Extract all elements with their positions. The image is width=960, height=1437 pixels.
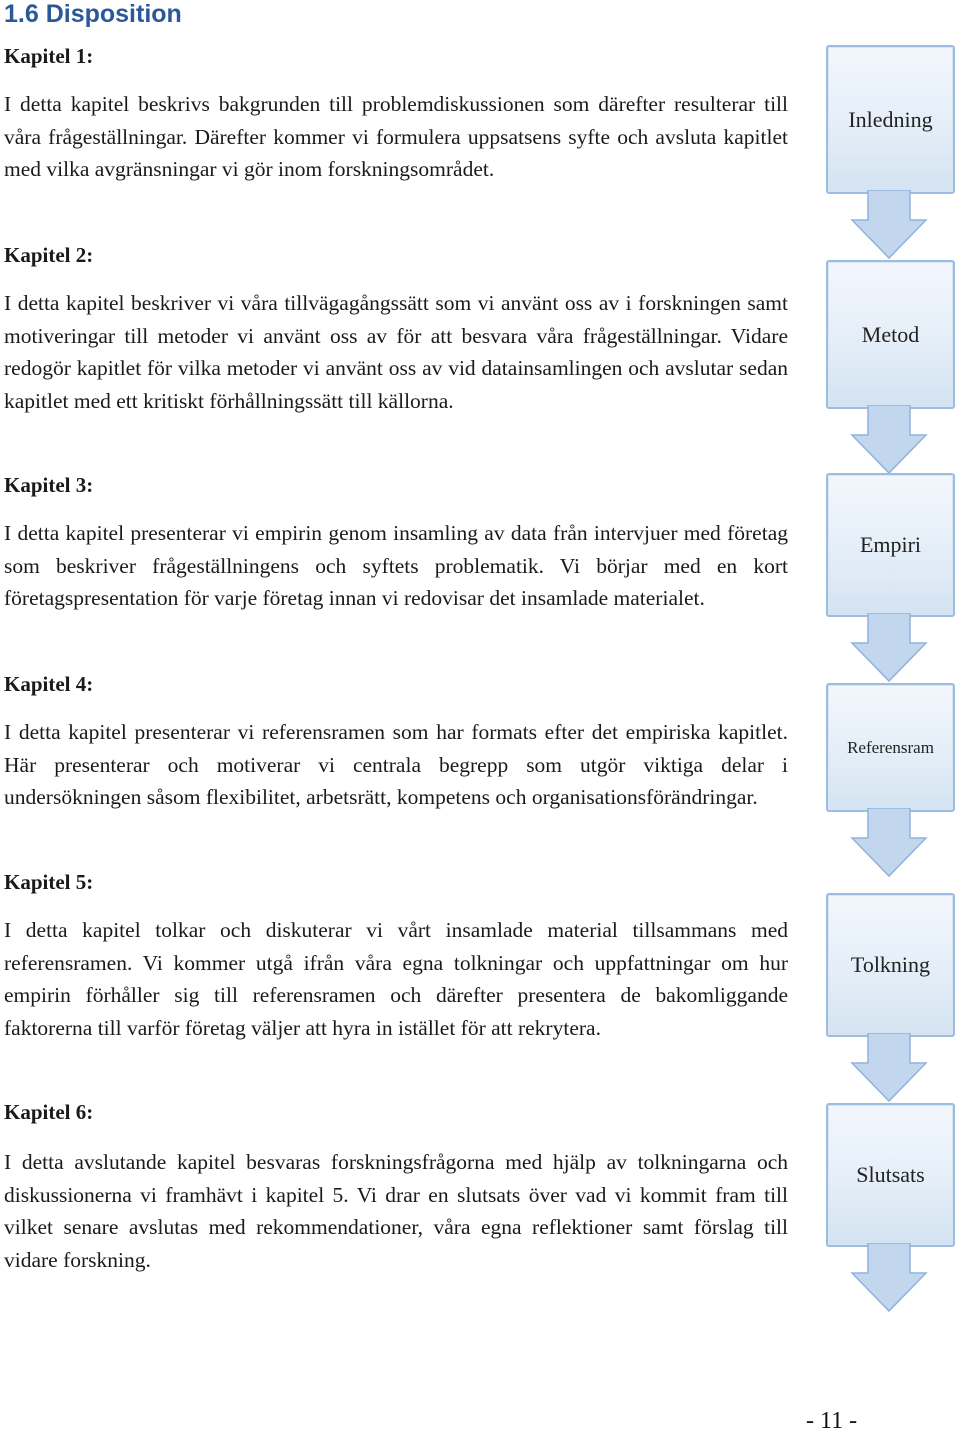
flow-box-inledning: Inledning (826, 45, 955, 194)
flow-arrow-3 (850, 613, 928, 683)
chapter-6-title: Kapitel 6: (4, 1100, 94, 1124)
flow-box-metod: Metod (826, 260, 955, 409)
flow-box-referensram: Referensram (826, 683, 955, 812)
flow-arrow-1 (850, 190, 928, 260)
page-number: - 11 - (806, 1408, 858, 1434)
flow-arrow-4 (850, 808, 928, 878)
chapter-4-title: Kapitel 4: (4, 672, 94, 696)
flow-arrow-5 (850, 1033, 928, 1103)
chapter-2-title: Kapitel 2: (4, 243, 94, 267)
chapter-5-text: I detta kapitel tolkar och diskuterar vi vårt insamlade material tillsammans med referensramen. Vi kommer utgå ifrån våra egna tolkningar och uppfattningar om hur empirin förhåller sig till referensramen och därefter presentera de bakomliggande faktorerna till varför företag väljer att hyra in istället för att rekrytera. (4, 918, 788, 1040)
chapter-1-title: Kapitel 1: (4, 44, 94, 68)
flow-box-empiri: Empiri (826, 473, 955, 617)
chapter-2-text: I detta kapitel beskriver vi våra tillvägagångssätt som vi använt oss av i forskningen samt motiveringar till metoder vi använt oss av för att besvara våra frågeställningar. Vidare redogör kapitlet för vilka metoder vi använt oss av vid datainsamlingen och avslutar sedan kapitlet med ett kritiskt förhållningssätt till källorna. (4, 291, 788, 413)
chapter-4-text: I detta kapitel presenterar vi referensramen som har formats efter det empiriska kapitlet. Här presenterar och motiverar vi centrala begrepp som utgör viktiga delar i undersökningen såsom flexibilitet, arbetsrätt, kompetens och organisationsförändringar. (4, 720, 788, 809)
chapter-6-text: I detta avslutande kapitel besvaras forskningsfrågorna med hjälp av tolkningarna och diskussionerna vi framhävt i kapitel 5. Vi drar en slutsats över vad vi kommit fram till vilket senare avslutas med rekommendationer, våra egna reflektioner samt förslag till vidare forskning. (4, 1150, 788, 1272)
chapter-3-text: I detta kapitel presenterar vi empirin genom insamling av data från intervjuer med företag som beskriver frågeställningens och syftets problematik. Vi börjar med en kort företagspresentation för varje företag innan vi redovisar det insamlade materialet. (4, 521, 788, 610)
chapter-5-title: Kapitel 5: (4, 870, 94, 894)
flow-arrow-6 (850, 1243, 928, 1313)
section-heading: 1.6 Disposition (4, 0, 182, 28)
flow-arrow-2 (850, 405, 928, 475)
chapter-1-text: I detta kapitel beskrivs bakgrunden till problemdiskussionen som därefter resulterar till våra frågeställningar. Därefter kommer vi formulera uppsatsens syfte och avsluta kapitlet med vilka avgränsningar vi gör inom forskningsområdet. (4, 92, 788, 181)
chapter-3-title: Kapitel 3: (4, 473, 94, 497)
flow-box-slutsats: Slutsats (826, 1103, 955, 1247)
flow-box-tolkning: Tolkning (826, 893, 955, 1037)
